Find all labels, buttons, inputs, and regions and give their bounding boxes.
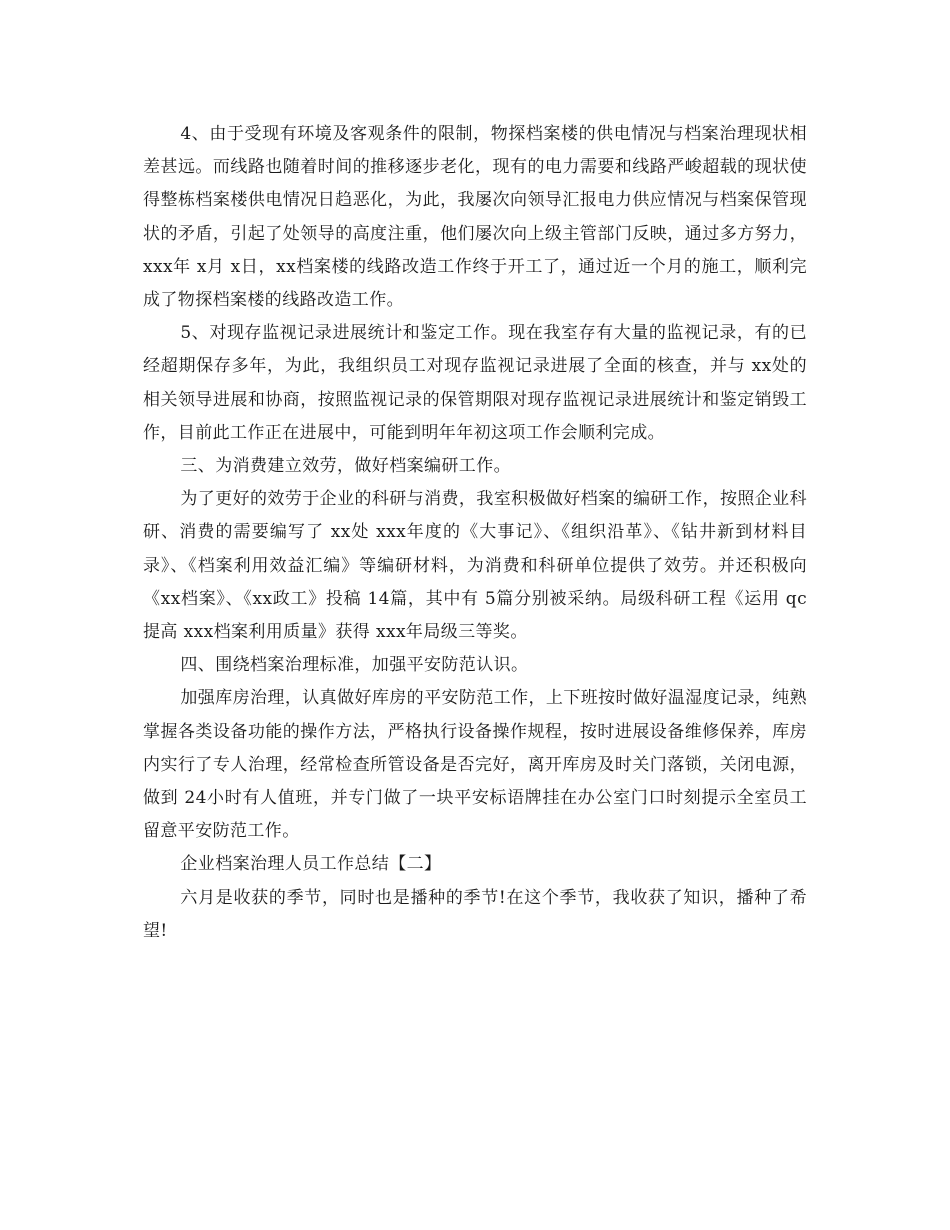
section-heading-compilation: 三、为消费建立效劳，做好档案编研工作。 xyxy=(180,456,511,477)
paragraph-june-harvest: 六月是收获的季节，同时也是播种的季节!在这个季节，我收获了知识，播种了希望! xyxy=(143,887,807,941)
section-title-summary-two: 企业档案治理人员工作总结【二】 xyxy=(180,854,442,875)
section-heading-safety: 四、围绕档案治理标准，加强平安防范认识。 xyxy=(180,655,529,676)
paragraph-compilation-work: 为了更好的效劳于企业的科研与消费，我室积极做好档案的编研工作，按照企业科研、消费的需要编写了 xx处 xxx年度的《大事记》、《组织沿革》、《钻井新到材料目录》、《档案利用效益汇编》等编研材料，为消费和科研单位提供了效劳。并还积极向《xx档案》、《xx政工》投稿 14篇，其中有 5篇分别被采纳。局级科研工程《运用 qc提高 xxx档案利用质量》获得 xxx年局级三等奖。 xyxy=(143,489,807,643)
paragraph-warehouse-safety: 加强库房治理，认真做好库房的平安防范工作，上下班按时做好温湿度记录，纯熟掌握各类设备功能的操作方法，严格执行设备操作规程，按时进展设备维修保养，库房内实行了专人治理，经常检查所管设备是否完好，离开库房及时关门落锁，关闭电源，做到 24小时有人值班，并专门做了一块平安标语牌挂在办公室门口时刻提示全室员工留意平安防范工作。 xyxy=(143,688,807,842)
paragraph-power-line-renovation: 4、由于受现有环境及客观条件的限制，物探档案楼的供电情况与档案治理现状相差甚远。而线路也随着时间的推移逐步老化，现有的电力需要和线路严峻超载的现状使得整栋档案楼供电情况日趋恶化，为此，我屡次向领导汇报电力供应情况与档案保管现状的矛盾，引起了处领导的高度注重，他们屡次向上级主管部门反映，通过多方努力，xxx年 x月 x日，xx档案楼的线路改造工作终于开工了，通过近一个月的施工，顺利完成了物探档案楼的线路改造工作。 xyxy=(143,124,807,311)
paragraph-record-appraisal: 5、对现存监视记录进展统计和鉴定工作。现在我室存有大量的监视记录，有的已经超期保存多年，为此，我组织员工对现存监视记录进展了全面的核查，并与 xx处的相关领导进展和协商，按照监视记录的保管期限对现存监视记录进展统计和鉴定销毁工作，目前此工作正在进展中，可能到明年年初这项工作会顺利完成。 xyxy=(143,323,807,443)
document-page xyxy=(143,118,807,948)
